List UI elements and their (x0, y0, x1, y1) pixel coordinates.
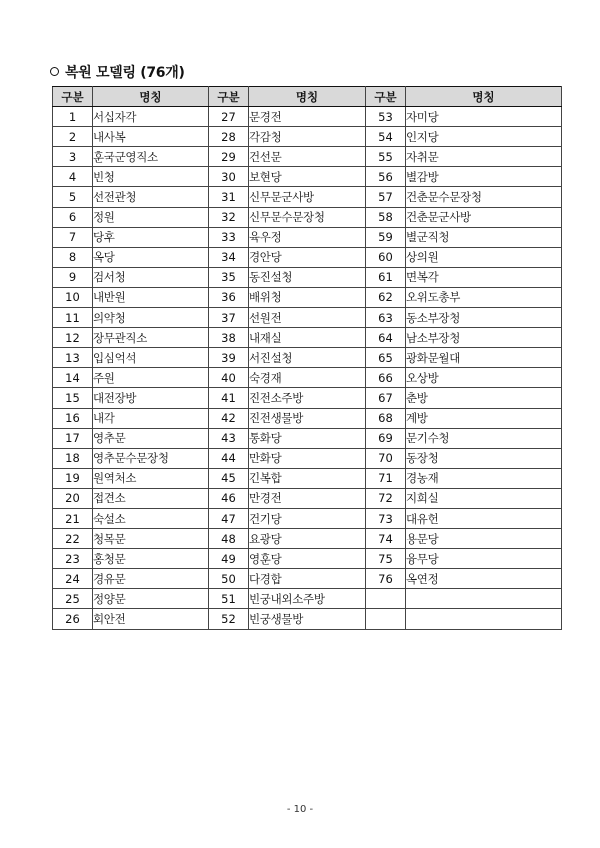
table-row (53, 388, 562, 408)
cell-number: 37 (209, 308, 249, 328)
table-row (53, 167, 562, 187)
cell-name: 긴복합 (249, 468, 366, 488)
cell-number: 14 (53, 368, 93, 388)
cell-name: 건춘문군사방 (406, 207, 562, 227)
cell-name: 주원 (93, 368, 209, 388)
cell-number: 65 (366, 348, 406, 368)
cell-name: 원역처소 (93, 468, 209, 488)
table-row (53, 468, 562, 488)
cell-number: 61 (366, 267, 406, 287)
table-row (53, 609, 562, 629)
cell-number: 29 (209, 147, 249, 167)
cell-name: 경유문 (93, 569, 209, 589)
cell-name: 의약청 (93, 308, 209, 328)
cell-number: 2 (53, 127, 93, 147)
table-body (53, 107, 562, 629)
cell-name: 만경전 (249, 488, 366, 508)
table-row (53, 408, 562, 428)
cell-name: 융무당 (406, 549, 562, 569)
cell-number: 34 (209, 247, 249, 267)
cell-name: 진전소주방 (249, 388, 366, 408)
cell-name: 영추문수문장청 (93, 448, 209, 468)
cell-number: 50 (209, 569, 249, 589)
cell-name: 다경합 (249, 569, 366, 589)
table-row (53, 589, 562, 609)
cell-number: 25 (53, 589, 93, 609)
table-row (53, 247, 562, 267)
cell-name: 내반원 (93, 287, 209, 307)
cell-name: 별군직청 (406, 227, 562, 247)
cell-number: 3 (53, 147, 93, 167)
cell-number: 49 (209, 549, 249, 569)
cell-name: 동소부장청 (406, 308, 562, 328)
cell-number: 55 (366, 147, 406, 167)
cell-name: 정원 (93, 207, 209, 227)
cell-number: 44 (209, 448, 249, 468)
cell-number: 53 (366, 107, 406, 127)
table-row (53, 488, 562, 508)
cell-number: 39 (209, 348, 249, 368)
cell-name: 건춘문수문장청 (406, 187, 562, 207)
cell-name: 경농재 (406, 468, 562, 488)
cell-number: 60 (366, 247, 406, 267)
cell-name: 배위청 (249, 287, 366, 307)
cell-name: 검서청 (93, 267, 209, 287)
cell-number: 54 (366, 127, 406, 147)
cell-name: 내재실 (249, 328, 366, 348)
cell-number: 23 (53, 549, 93, 569)
table-row (53, 348, 562, 368)
cell-number: 19 (53, 468, 93, 488)
cell-name: 옥연정 (406, 569, 562, 589)
cell-number: 40 (209, 368, 249, 388)
cell-number: 26 (53, 609, 93, 629)
cell-name: 대전장방 (93, 388, 209, 408)
cell-name: 회안전 (93, 609, 209, 629)
cell-number: 28 (209, 127, 249, 147)
page-number: - 10 - (286, 804, 314, 815)
cell-name: 서진설청 (249, 348, 366, 368)
cell-name: 남소부장청 (406, 328, 562, 348)
cell-number: 17 (53, 428, 93, 448)
cell-number: 7 (53, 227, 93, 247)
cell-number (366, 609, 406, 629)
cell-name: 계방 (406, 408, 562, 428)
cell-number: 30 (209, 167, 249, 187)
table-row (53, 287, 562, 307)
cell-number: 35 (209, 267, 249, 287)
header-cell-division: 구분 (366, 87, 406, 107)
cell-name: 동장청 (406, 448, 562, 468)
cell-name: 문기수청 (406, 428, 562, 448)
cell-name: 동진설청 (249, 267, 366, 287)
cell-number: 64 (366, 328, 406, 348)
cell-name: 내사복 (93, 127, 209, 147)
table-row (53, 207, 562, 227)
cell-name: 대유헌 (406, 508, 562, 528)
cell-name: 자취문 (406, 147, 562, 167)
cell-name: 숙경재 (249, 368, 366, 388)
cell-name: 신무문군사방 (249, 187, 366, 207)
cell-number: 16 (53, 408, 93, 428)
cell-name: 오상방 (406, 368, 562, 388)
table-row (53, 267, 562, 287)
header-cell-name: 명칭 (249, 87, 366, 107)
cell-number: 10 (53, 287, 93, 307)
section-title (50, 62, 185, 82)
cell-number: 69 (366, 428, 406, 448)
cell-number: 45 (209, 468, 249, 488)
cell-number: 41 (209, 388, 249, 408)
table-row (53, 308, 562, 328)
cell-number: 20 (53, 488, 93, 508)
circle-bullet-icon (50, 67, 59, 76)
table-header-row (53, 87, 562, 107)
cell-number: 1 (53, 107, 93, 127)
cell-number: 76 (366, 569, 406, 589)
cell-number: 72 (366, 488, 406, 508)
cell-name: 서십자각 (93, 107, 209, 127)
cell-number: 24 (53, 569, 93, 589)
cell-name: 청목문 (93, 529, 209, 549)
cell-name: 장무관직소 (93, 328, 209, 348)
cell-name: 신무문수문장청 (249, 207, 366, 227)
table-row (53, 107, 562, 127)
table-row (53, 147, 562, 167)
cell-name: 요광당 (249, 529, 366, 549)
cell-name: 숙설소 (93, 508, 209, 528)
table-row (53, 127, 562, 147)
cell-number: 70 (366, 448, 406, 468)
cell-number: 48 (209, 529, 249, 549)
header-cell-name: 명칭 (93, 87, 209, 107)
restoration-table (52, 86, 562, 630)
header-cell-division: 구분 (209, 87, 249, 107)
cell-number: 58 (366, 207, 406, 227)
cell-name: 육우정 (249, 227, 366, 247)
cell-name: 건기당 (249, 508, 366, 528)
cell-name: 오위도총부 (406, 287, 562, 307)
cell-name: 빈청 (93, 167, 209, 187)
cell-number: 6 (53, 207, 93, 227)
cell-name: 별감방 (406, 167, 562, 187)
header-cell-division: 구분 (53, 87, 93, 107)
table-row (53, 227, 562, 247)
table-row (53, 187, 562, 207)
table-row (53, 508, 562, 528)
cell-name: 각감청 (249, 127, 366, 147)
table-row (53, 428, 562, 448)
cell-name: 경안당 (249, 247, 366, 267)
cell-number: 52 (209, 609, 249, 629)
cell-number: 33 (209, 227, 249, 247)
cell-number: 9 (53, 267, 93, 287)
header-cell-name: 명칭 (406, 87, 562, 107)
cell-number: 4 (53, 167, 93, 187)
cell-name: 진전생물방 (249, 408, 366, 428)
cell-number: 47 (209, 508, 249, 528)
cell-name: 면복각 (406, 267, 562, 287)
cell-name: 입심억석 (93, 348, 209, 368)
cell-name: 인지당 (406, 127, 562, 147)
cell-name: 선전관청 (93, 187, 209, 207)
cell-number: 62 (366, 287, 406, 307)
cell-name: 영훈당 (249, 549, 366, 569)
cell-name: 보현당 (249, 167, 366, 187)
cell-number: 71 (366, 468, 406, 488)
cell-number: 68 (366, 408, 406, 428)
cell-number: 21 (53, 508, 93, 528)
table-row (53, 549, 562, 569)
cell-name (406, 609, 562, 629)
cell-name: 상의원 (406, 247, 562, 267)
cell-name: 훈국군영직소 (93, 147, 209, 167)
table-row (53, 529, 562, 549)
cell-number: 59 (366, 227, 406, 247)
cell-name: 지희실 (406, 488, 562, 508)
cell-number (366, 589, 406, 609)
cell-number: 56 (366, 167, 406, 187)
cell-name: 당후 (93, 227, 209, 247)
cell-name: 용문당 (406, 529, 562, 549)
cell-name: 만화당 (249, 448, 366, 468)
cell-number: 57 (366, 187, 406, 207)
cell-number: 36 (209, 287, 249, 307)
cell-number: 27 (209, 107, 249, 127)
cell-number: 42 (209, 408, 249, 428)
cell-name: 문경전 (249, 107, 366, 127)
cell-name: 내각 (93, 408, 209, 428)
cell-name: 건선문 (249, 147, 366, 167)
cell-number: 8 (53, 247, 93, 267)
cell-name: 선원전 (249, 308, 366, 328)
cell-number: 31 (209, 187, 249, 207)
section-title-text: 복원 모델링 (76개) (65, 65, 185, 81)
cell-name: 정양문 (93, 589, 209, 609)
cell-number: 5 (53, 187, 93, 207)
table-row (53, 328, 562, 348)
table-row (53, 368, 562, 388)
cell-name: 빈궁생물방 (249, 609, 366, 629)
cell-number: 75 (366, 549, 406, 569)
cell-number: 12 (53, 328, 93, 348)
cell-number: 18 (53, 448, 93, 468)
cell-name: 빈궁내외소주방 (249, 589, 366, 609)
cell-number: 67 (366, 388, 406, 408)
cell-name: 홍청문 (93, 549, 209, 569)
cell-number: 73 (366, 508, 406, 528)
cell-number: 74 (366, 529, 406, 549)
cell-number: 11 (53, 308, 93, 328)
cell-name (406, 589, 562, 609)
cell-number: 51 (209, 589, 249, 609)
cell-number: 15 (53, 388, 93, 408)
cell-name: 자미당 (406, 107, 562, 127)
cell-name: 광화문월대 (406, 348, 562, 368)
cell-number: 43 (209, 428, 249, 448)
cell-number: 22 (53, 529, 93, 549)
cell-name: 옥당 (93, 247, 209, 267)
cell-number: 66 (366, 368, 406, 388)
cell-number: 46 (209, 488, 249, 508)
cell-number: 32 (209, 207, 249, 227)
cell-number: 13 (53, 348, 93, 368)
table-row (53, 569, 562, 589)
cell-number: 38 (209, 328, 249, 348)
cell-name: 춘방 (406, 388, 562, 408)
cell-name: 통화당 (249, 428, 366, 448)
cell-number: 63 (366, 308, 406, 328)
cell-name: 영추문 (93, 428, 209, 448)
cell-name: 접견소 (93, 488, 209, 508)
table-row (53, 448, 562, 468)
